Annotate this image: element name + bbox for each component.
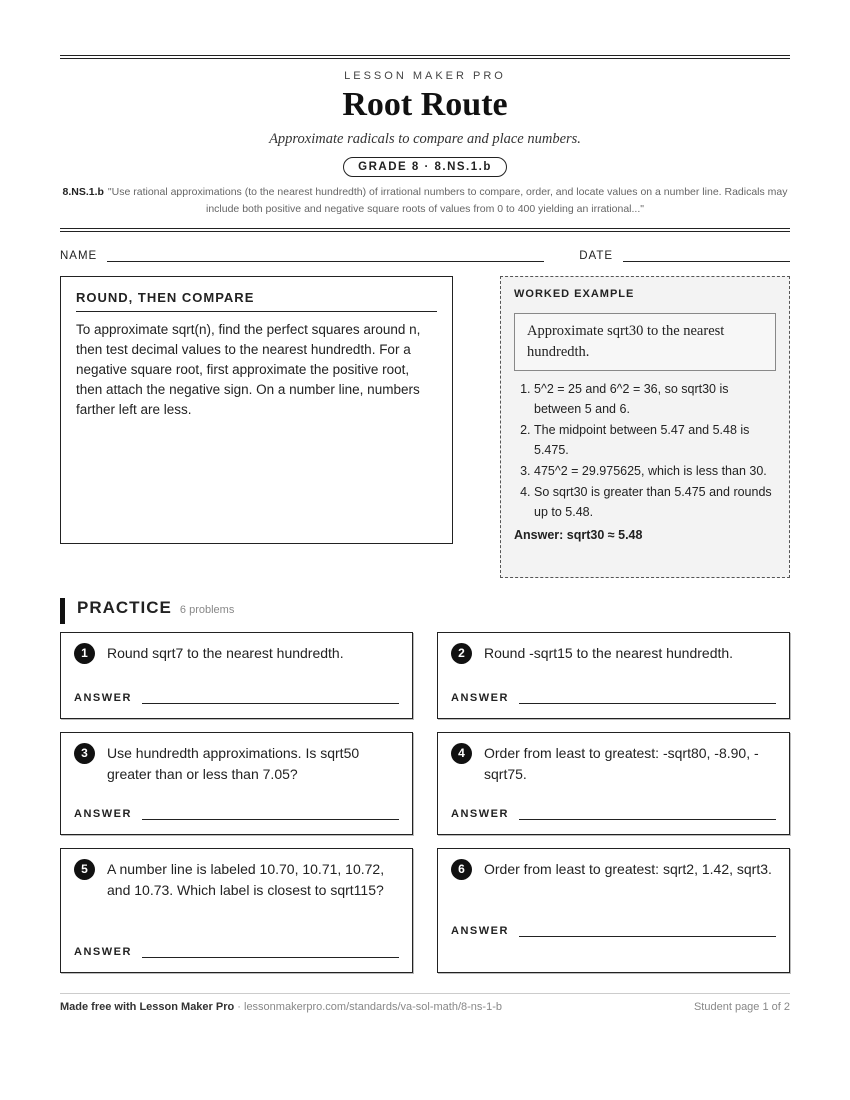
footer-url: · lessonmakerpro.com/standards/va-sol-math/8-ns-1-b — [234, 1001, 502, 1013]
standard-text: "Use rational approximations (to the nearest hundredth) of irrational numbers to compare, order, and locate values on a number line. Radicals may include both positive and negative square roots of values from 0 to 400 yielding an irrational..." — [107, 186, 788, 215]
worked-example-heading: WORKED EXAMPLE — [514, 288, 635, 300]
problem-card-4 — [437, 732, 790, 835]
page-subtitle: Approximate radicals to compare and place numbers. — [269, 131, 581, 147]
footer-page-number: Student page 1 of 2 — [693, 1001, 790, 1013]
problem-card-5 — [60, 848, 413, 973]
problem-card-6 — [437, 848, 790, 973]
footer-made-with: Made free with Lesson Maker Pro — [60, 1001, 235, 1013]
practice-heading: PRACTICE — [77, 598, 172, 617]
standard-description — [60, 184, 790, 218]
header-bottom-rule — [60, 228, 790, 232]
answer-label: ANSWER — [74, 946, 132, 958]
problem-text: Order from least to greatest: sqrt2, 1.42, sqrt3. — [484, 861, 772, 877]
worked-step: 2. The midpoint between 5.47 and 5.48 is 5.475. — [534, 420, 776, 460]
name-date-row — [60, 250, 790, 262]
answer-label: ANSWER — [74, 692, 132, 704]
date-field[interactable] — [623, 251, 790, 262]
answer-field[interactable] — [142, 694, 399, 704]
problem-number: 6 — [451, 859, 472, 880]
page-title: Root Route — [342, 86, 508, 123]
name-label: NAME — [60, 250, 98, 262]
standard-code: 8.NS.1.b — [62, 186, 104, 198]
problem-text: Use hundredth approximations. Is sqrt50 greater than or less than 7.05? — [107, 745, 360, 782]
worked-example-answer: Answer: sqrt30 ≈ 5.48 — [514, 528, 643, 542]
problem-number: 4 — [451, 743, 472, 764]
problem-card-2 — [437, 632, 790, 719]
practice-grid — [60, 632, 790, 986]
answer-label: ANSWER — [74, 808, 132, 820]
grade-badge: GRADE 8 · 8.NS.1.b — [343, 157, 507, 177]
practice-count: 6 problems — [179, 604, 235, 616]
answer-field[interactable] — [519, 927, 776, 937]
answer-label: ANSWER — [451, 925, 509, 937]
answer-field[interactable] — [142, 948, 399, 958]
answer-field[interactable] — [519, 694, 776, 704]
answer-label: ANSWER — [451, 808, 509, 820]
practice-heading-bar — [60, 598, 790, 624]
intro-section — [60, 276, 790, 578]
concept-heading: ROUND, THEN COMPARE — [76, 290, 437, 312]
worked-example-problem: Approximate sqrt30 to the nearest hundredth. — [514, 313, 776, 371]
problem-card-3 — [60, 732, 413, 835]
problem-number: 3 — [74, 743, 95, 764]
problem-text: Order from least to greatest: -sqrt80, -8.90, -sqrt75. — [484, 745, 759, 782]
worked-step: 4. So sqrt30 is greater than 5.475 and rounds up to 5.48. — [534, 482, 776, 522]
worked-example-box — [500, 276, 790, 578]
page-footer — [60, 993, 790, 1013]
worksheet-page — [60, 0, 790, 1013]
answer-label: ANSWER — [451, 692, 509, 704]
date-label: DATE — [579, 250, 614, 262]
worked-example-steps — [514, 379, 776, 522]
problem-number: 1 — [74, 643, 95, 664]
top-double-rule — [60, 55, 790, 59]
answer-field[interactable] — [142, 810, 399, 820]
answer-field[interactable] — [519, 810, 776, 820]
problem-text: A number line is labeled 10.70, 10.71, 10.72, and 10.73. Which label is closest to sqrt115? — [107, 861, 385, 898]
header — [60, 70, 790, 218]
problem-card-1 — [60, 632, 413, 719]
worked-step: 1. 5^2 = 25 and 6^2 = 36, so sqrt30 is between 5 and 6. — [534, 379, 776, 419]
problem-text: Round sqrt7 to the nearest hundredth. — [107, 645, 344, 661]
worked-step: 3. 475^2 = 29.975625, which is less than 30. — [534, 461, 776, 481]
name-field[interactable] — [107, 251, 544, 262]
problem-text: Round -sqrt15 to the nearest hundredth. — [484, 645, 734, 661]
problem-number: 5 — [74, 859, 95, 880]
concept-body: To approximate sqrt(n), find the perfect squares around n, then test decimal values to the nearest hundredth. For a negative square root, first approximate the positive root, then attach the negative sign. On a number line, numbers farther left are less. — [76, 322, 421, 417]
brand-label: LESSON MAKER PRO — [344, 70, 506, 82]
problem-number: 2 — [451, 643, 472, 664]
concept-box — [60, 276, 453, 544]
footer-credit — [60, 1001, 502, 1013]
